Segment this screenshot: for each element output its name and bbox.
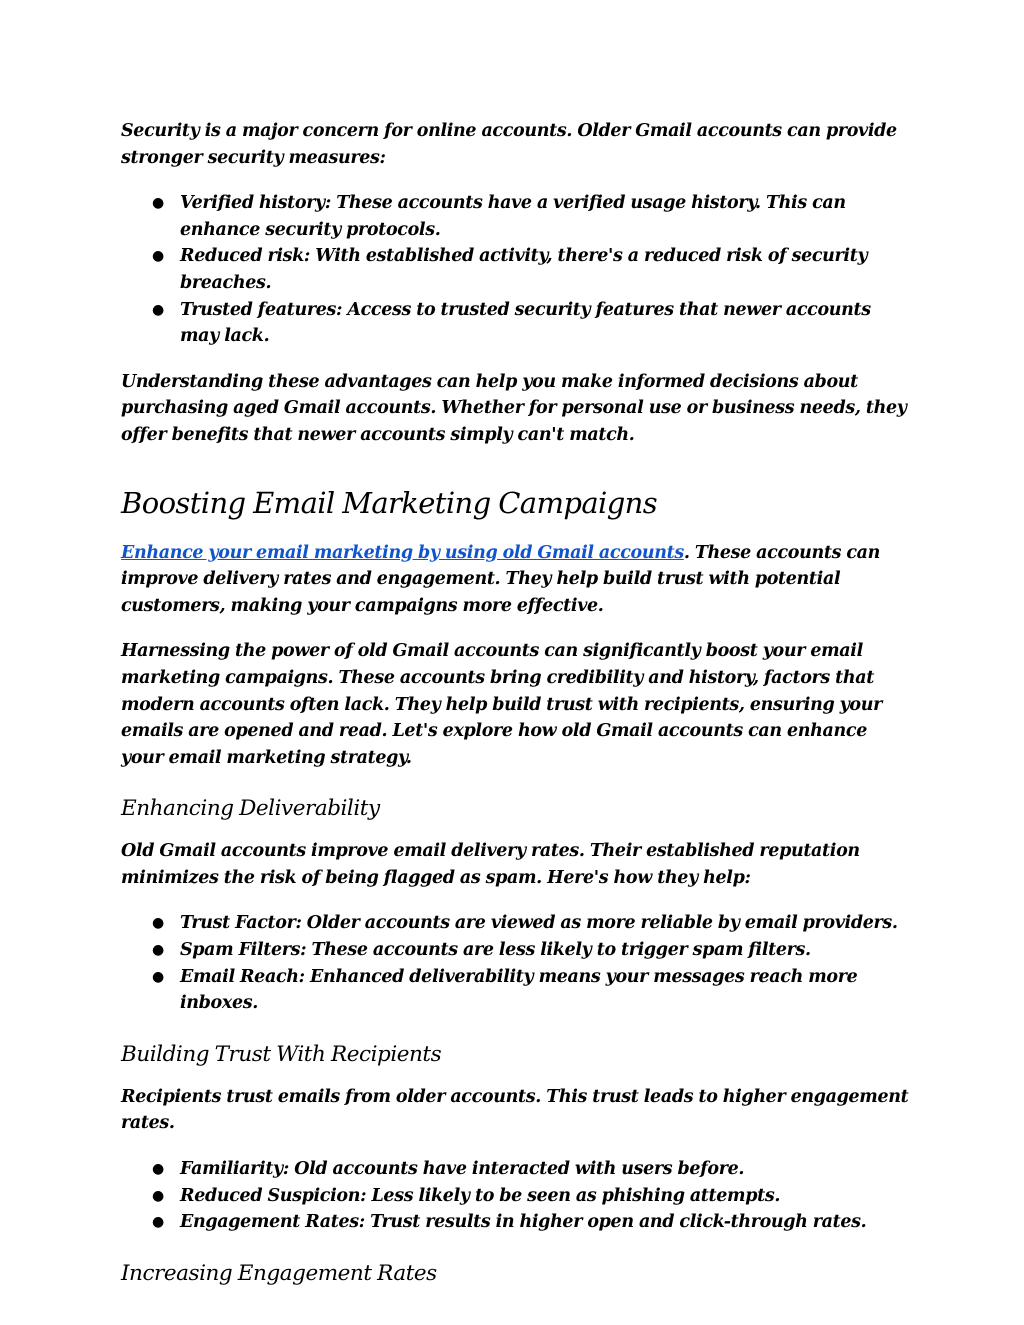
- security-list: [121, 190, 911, 350]
- deliverability-paragraph: Old Gmail accounts improve email delivery rates. Their established reputation minimizes the risk of being flagged as spam. Here's how they help:: [121, 841, 860, 888]
- bullet-icon: ●: [152, 942, 164, 959]
- boost-paragraph: [121, 540, 911, 620]
- security-intro-paragraph: Security is a major concern for online accounts. Older Gmail accounts can provide stronger security measures:: [121, 121, 897, 168]
- trust-paragraph: Recipients trust emails from older accounts. This trust leads to higher engagement rates.: [121, 1086, 909, 1134]
- bullet-icon: ●: [152, 968, 164, 985]
- list-item: ● Trust Factor: Older accounts are viewed as more reliable by email providers.: [121, 910, 911, 937]
- document-page: [121, 118, 911, 1289]
- list-item: ● Verified history: These accounts have a verified usage history. This can enhance security protocols.: [121, 190, 911, 243]
- boost-text: . These accounts can improve delivery rates and engagement. They help build trust with potential customers, making your campaigns more effective.: [121, 542, 880, 616]
- understanding-paragraph: Understanding these advantages can help you make informed decisions about purchasing aged Gmail accounts. Whether for personal use or business needs, they offer benefits that newer accounts simply can't match.: [121, 371, 907, 445]
- trust-heading: Building Trust With Recipients: [121, 1041, 442, 1067]
- harness-paragraph: Harnessing the power of old Gmail accounts can significantly boost your email marketing campaigns. These accounts bring credibility and history, factors that modern accounts often lack. They help build trust with recipients, ensuring your emails are opened and read. Let's explore how old Gmail accounts can enhance your email marketing strategy.: [121, 641, 882, 768]
- section-heading: Boosting Email Marketing Campaigns: [121, 485, 658, 520]
- bullet-icon: ●: [152, 1161, 164, 1178]
- list-item: ● Familiarity: Old accounts have interacted with users before.: [121, 1156, 911, 1183]
- bullet-icon: ●: [152, 301, 164, 318]
- deliverability-list: [121, 910, 911, 1016]
- bullet-icon: ●: [152, 248, 164, 265]
- bullet-icon: ●: [152, 915, 164, 932]
- list-item: ● Email Reach: Enhanced deliverability means your messages reach more inboxes.: [121, 964, 911, 1017]
- list-item: ● Reduced risk: With established activity, there's a reduced risk of security breaches.: [121, 243, 911, 296]
- list-item: ● Spam Filters: These accounts are less likely to trigger spam filters.: [121, 937, 911, 964]
- engagement-heading: Increasing Engagement Rates: [121, 1260, 437, 1286]
- enhance-email-marketing-link[interactable]: Enhance your email marketing by using old Gmail accounts: [121, 542, 684, 563]
- list-item: ● Engagement Rates: Trust results in higher open and click-through rates.: [121, 1209, 911, 1236]
- bullet-icon: ●: [152, 1214, 164, 1231]
- bullet-icon: ●: [152, 195, 164, 212]
- trust-list: [121, 1156, 911, 1236]
- deliverability-heading: Enhancing Deliverability: [121, 796, 380, 822]
- bullet-icon: ●: [152, 1187, 164, 1204]
- list-item: ● Trusted features: Access to trusted security features that newer accounts may lack.: [121, 297, 911, 350]
- list-item: ● Reduced Suspicion: Less likely to be seen as phishing attempts.: [121, 1183, 911, 1210]
